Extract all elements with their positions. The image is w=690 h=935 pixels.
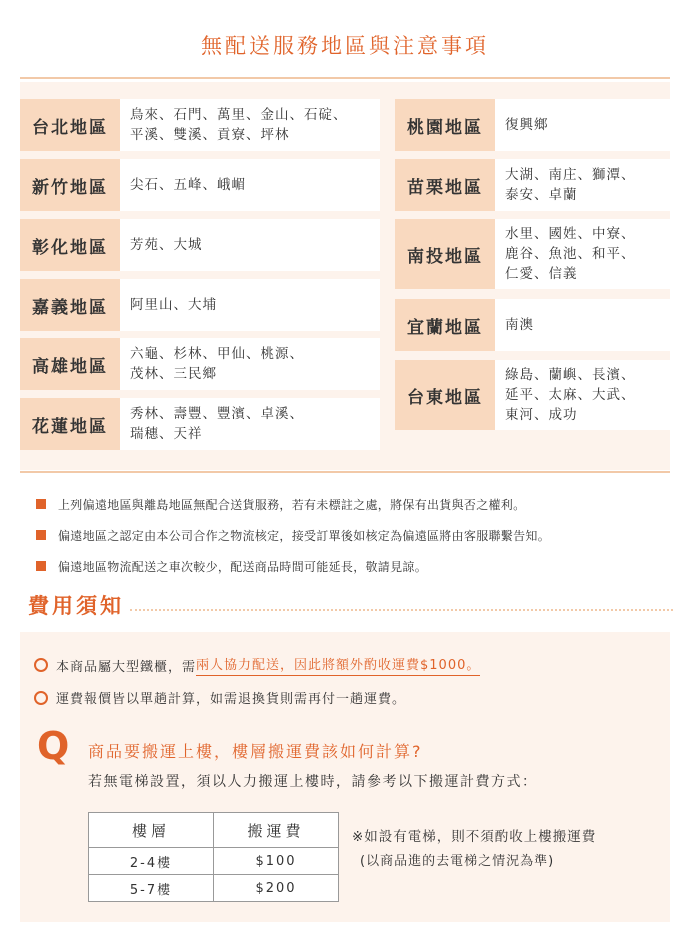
table-cell: $200 xyxy=(214,875,339,902)
region-row xyxy=(395,219,670,289)
region-label: 高雄地區 xyxy=(20,338,120,390)
panel-divider xyxy=(20,471,670,473)
table-row xyxy=(89,848,339,875)
region-areas: 大湖、南庄、獅潭、 泰安、卓蘭 xyxy=(495,159,670,211)
table-cell: 5-7樓 xyxy=(89,875,214,902)
table-header-row xyxy=(89,813,339,848)
region-label: 台北地區 xyxy=(20,99,120,151)
notes-list xyxy=(36,494,550,587)
region-label: 桃園地區 xyxy=(395,99,495,151)
square-bullet-icon xyxy=(36,499,46,509)
stair-fee-table xyxy=(88,812,339,902)
region-areas: 烏來、石門、萬里、金山、石碇、 平溪、雙溪、貢寮、坪林 xyxy=(120,99,380,151)
region-label: 台東地區 xyxy=(395,360,495,430)
question-description: 若無電梯設置，須以人力搬運上樓時，請參考以下搬運計費方式： xyxy=(88,774,538,790)
circle-bullet-icon xyxy=(34,691,48,705)
question-icon: Q xyxy=(37,724,70,768)
fee-bullet: 運費報價皆以單趟計算，如需退換貨則需再付一趟運費。 xyxy=(34,688,406,707)
note-item: 上列偏遠地區與離島地區無配合送貨服務，若有未標註之處，將保有出貨與否之權利。 xyxy=(36,494,550,514)
region-areas: 復興鄉 xyxy=(495,99,670,151)
circle-bullet-icon xyxy=(34,658,48,672)
fee-heading: 費用須知 xyxy=(28,594,124,618)
elevator-note: ※如設有電梯，則不須酌收上樓搬運費 xyxy=(352,829,597,845)
region-areas: 水里、國姓、中寮、 鹿谷、魚池、和平、 仁愛、信義 xyxy=(495,219,670,289)
region-label: 彰化地區 xyxy=(20,219,120,271)
region-row xyxy=(395,299,670,351)
region-areas: 尖石、五峰、峨嵋 xyxy=(120,159,380,211)
title-divider xyxy=(20,77,670,79)
region-row xyxy=(20,338,380,390)
region-areas: 芳苑、大城 xyxy=(120,219,380,271)
dotted-divider xyxy=(130,609,673,611)
table-cell: 2-4樓 xyxy=(89,848,214,875)
region-areas: 綠島、蘭嶼、長濱、 延平、太麻、大武、 東河、成功 xyxy=(495,360,670,430)
region-row xyxy=(20,159,380,211)
region-row xyxy=(20,99,380,151)
region-areas: 秀林、壽豐、豐濱、卓溪、 瑞穗、天祥 xyxy=(120,398,380,450)
region-label: 苗栗地區 xyxy=(395,159,495,211)
elevator-note-detail: (以商品進的去電梯之情況為準) xyxy=(360,854,555,869)
region-areas: 六龜、杉林、甲仙、桃源、 茂林、三民鄉 xyxy=(120,338,380,390)
region-label: 宜蘭地區 xyxy=(395,299,495,351)
surcharge-highlight: 兩人協力配送，因此將額外酌收運費$1000。 xyxy=(196,654,480,676)
region-label: 嘉義地區 xyxy=(20,279,120,331)
region-areas: 阿里山、大埔 xyxy=(120,279,380,331)
fee-section-header xyxy=(28,590,673,620)
table-header: 樓層 xyxy=(89,813,214,848)
square-bullet-icon xyxy=(36,561,46,571)
note-item: 偏遠地區物流配送之車次較少，配送商品時間可能延長，敬請見諒。 xyxy=(36,556,550,576)
region-row xyxy=(20,219,380,271)
region-row xyxy=(20,279,380,331)
region-row xyxy=(395,159,670,211)
region-areas: 南澳 xyxy=(495,299,670,351)
table-header: 搬運費 xyxy=(214,813,339,848)
region-label: 南投地區 xyxy=(395,219,495,289)
region-panel xyxy=(20,82,670,470)
table-cell: $100 xyxy=(214,848,339,875)
region-row xyxy=(395,360,670,430)
square-bullet-icon xyxy=(36,530,46,540)
fee-bullet: 本商品屬大型鐵櫃，需 兩人協力配送，因此將額外酌收運費$1000。 xyxy=(34,654,480,676)
region-row xyxy=(20,398,380,450)
region-label: 新竹地區 xyxy=(20,159,120,211)
region-label: 花蓮地區 xyxy=(20,398,120,450)
region-row xyxy=(395,99,670,151)
table-row xyxy=(89,875,339,902)
page-title: 無配送服務地區與注意事項 xyxy=(201,34,489,58)
question-title: 商品要搬運上樓，樓層搬運費該如何計算? xyxy=(88,742,423,761)
note-item: 偏遠地區之認定由本公司合作之物流核定，接受訂單後如核定為偏遠區將由客服聯繫告知。 xyxy=(36,525,550,545)
